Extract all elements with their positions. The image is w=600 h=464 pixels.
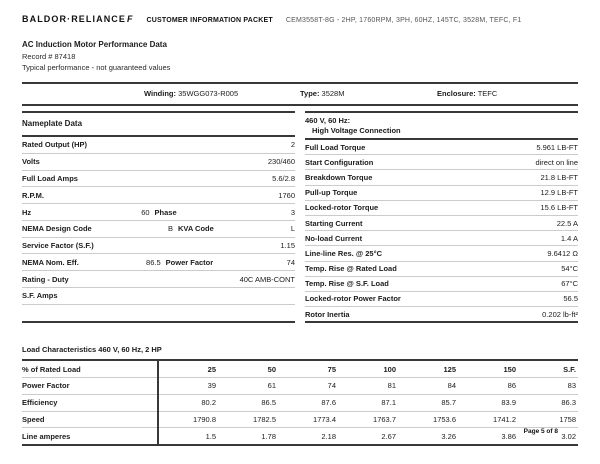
row-label2: Power Factor — [165, 257, 214, 267]
table-row — [22, 378, 578, 395]
table-row — [305, 277, 578, 292]
table-row — [305, 307, 578, 321]
row-label: Locked-rotor Torque — [305, 203, 379, 213]
row-label: Full Load Torque — [305, 142, 366, 152]
row-mid-value: 60 — [141, 207, 150, 217]
row-label: Volts — [22, 157, 40, 167]
cell-value: 1753.6 — [398, 411, 458, 428]
cell-value: 80.2 — [158, 394, 218, 411]
cell-value: 83 — [518, 378, 578, 395]
cell-value: 3.02 — [561, 431, 576, 441]
load-characteristics-title: Load Characteristics 460 V, 60 Hz, 2 HP — [22, 345, 162, 355]
table-row — [305, 246, 578, 261]
row-label: Breakdown Torque — [305, 172, 373, 182]
table-row — [22, 271, 295, 288]
hv-connection-table — [305, 111, 578, 323]
table-row — [22, 137, 295, 154]
header-bar — [22, 14, 578, 24]
table-row — [305, 201, 578, 216]
record-number: Record # 87418 — [22, 51, 76, 61]
row-label2: KVA Code — [177, 224, 214, 234]
load-body — [22, 378, 578, 446]
field-label: Winding: — [144, 89, 177, 98]
table-row — [22, 221, 295, 238]
cell-value: 81 — [338, 378, 398, 395]
column-header-label: % of Rated Load — [22, 360, 158, 377]
cell-value: 61 — [218, 378, 278, 395]
table-row — [22, 187, 295, 204]
table-row — [22, 288, 295, 305]
cell-value: 1.78 — [261, 431, 276, 441]
row-value: 3 — [290, 207, 295, 217]
hv-header-line2: High Voltage Connection — [312, 126, 401, 135]
row-value: L — [290, 224, 296, 234]
cell-value: 87.6 — [278, 394, 338, 411]
logo-f-mark: F — [127, 14, 133, 24]
table-row — [22, 171, 295, 188]
nameplate-table — [22, 111, 295, 323]
row-label: Full Load Amps — [22, 173, 78, 183]
field-value: 3528M — [321, 89, 345, 98]
cell-value: 74 — [278, 378, 338, 395]
row-mid-value: B — [167, 224, 173, 234]
load-header-row — [22, 360, 578, 377]
nameplate-header: Nameplate Data — [22, 113, 295, 137]
row-value: 1.15 — [280, 241, 296, 251]
row-value: 15.6 LB-FT — [540, 203, 578, 213]
row-value: 21.8 LB-FT — [540, 172, 578, 182]
row-value: 67°C — [561, 279, 578, 289]
cell-value: 2.18 — [321, 431, 336, 441]
column-header: 25 — [158, 360, 218, 377]
row-label: Rotor Inertia — [305, 309, 350, 319]
field-label: Enclosure: — [437, 89, 476, 98]
baldor-reliance-logo — [22, 14, 133, 24]
row-label: Rated Output (HP) — [22, 140, 87, 150]
row-value: 1.4 A — [560, 233, 578, 243]
row-value: direct on line — [535, 157, 578, 167]
row-label: Line-line Res. @ 25°C — [305, 248, 382, 258]
hv-header-line1: 460 V, 60 Hz: — [305, 115, 351, 125]
row-value: 40C AMB-CONT — [239, 274, 296, 284]
row-label: Starting Current — [305, 218, 363, 228]
performance-note: Typical performance - not guaranteed values — [22, 62, 171, 72]
column-header: S.F. — [518, 360, 578, 377]
cell-value: 39 — [158, 378, 218, 395]
product-description: CEM3558T-8G - 2HP, 1760RPM, 3PH, 60HZ, 145TC, 3528M, TEFC, F1 — [285, 17, 522, 24]
column-header: 150 — [458, 360, 518, 377]
field-value: TEFC — [477, 89, 498, 98]
row-value: 0.202 lb-ft² — [542, 309, 578, 319]
cell-value: 3.26 — [441, 431, 456, 441]
winding-field-1 — [300, 89, 437, 98]
cell-value: 1741.2 — [458, 411, 518, 428]
row-value: 12.9 LB-FT — [540, 188, 578, 198]
cell-value: 1.5 — [205, 431, 216, 441]
table-row — [305, 170, 578, 185]
row-label: Start Configuration — [305, 157, 374, 167]
column-header: 75 — [278, 360, 338, 377]
row-value: 22.5 A — [556, 218, 578, 228]
cell-value: 86.3 — [518, 394, 578, 411]
table-row — [305, 155, 578, 170]
cell-value: 1763.7 — [338, 411, 398, 428]
table-row — [22, 204, 295, 221]
winding-bar — [22, 82, 578, 106]
cell-value: 3.86 — [501, 431, 516, 441]
cell-value: 84 — [398, 378, 458, 395]
hv-rows — [305, 140, 578, 321]
row-value: 2 — [290, 140, 295, 150]
table-spacer — [22, 305, 295, 313]
row-label: Service Factor (S.F.) — [22, 241, 94, 251]
row-value: 5.6/2.8 — [272, 173, 296, 183]
table-row — [305, 186, 578, 201]
row-value: 9.6412 Ω — [547, 248, 578, 258]
table-row — [305, 216, 578, 231]
column-header: 100 — [338, 360, 398, 377]
row-label: No-load Current — [305, 233, 363, 243]
field-label: Type: — [300, 89, 320, 98]
column-header: 125 — [398, 360, 458, 377]
table-row — [305, 262, 578, 277]
field-value: 35WGG073-R005 — [178, 89, 239, 98]
cell-value: 1782.5 — [218, 411, 278, 428]
row-label: NEMA Design Code — [22, 224, 92, 234]
load-characteristics-table — [22, 359, 578, 446]
table-row — [22, 394, 578, 411]
data-columns — [22, 111, 578, 323]
cell-value: 1773.4 — [278, 411, 338, 428]
cell-value: 87.1 — [338, 394, 398, 411]
row-label2: Phase — [154, 207, 177, 217]
row-label: Line amperes — [22, 428, 158, 445]
row-label: NEMA Nom. Eff. — [22, 257, 79, 267]
row-label: R.P.M. — [22, 190, 44, 200]
column-header: 50 — [218, 360, 278, 377]
table-row — [22, 428, 578, 445]
row-label: Rating - Duty — [22, 274, 69, 284]
row-value: 74 — [286, 257, 296, 267]
cell-value: 1758 — [518, 411, 578, 428]
cell-value: 86.5 — [218, 394, 278, 411]
cell-value: 83.9 — [458, 394, 518, 411]
row-value: 230/460 — [267, 157, 295, 167]
row-label: Hz — [22, 207, 32, 217]
row-label: S.F. Amps — [22, 291, 58, 301]
row-value: 56.5 — [563, 294, 578, 304]
nameplate-rows — [22, 137, 295, 305]
row-value: 54°C — [561, 264, 578, 274]
cell-value: 86 — [458, 378, 518, 395]
row-label: Temp. Rise @ S.F. Load — [305, 279, 389, 289]
cell-value: 2.67 — [381, 431, 396, 441]
packet-title: CUSTOMER INFORMATION PACKET — [146, 17, 273, 24]
table-row — [22, 254, 295, 271]
row-label: Locked-rotor Power Factor — [305, 294, 401, 304]
row-value: 5.961 LB-FT — [536, 142, 578, 152]
page-number: Page 5 of 8 — [523, 428, 558, 435]
winding-field-2 — [437, 89, 578, 98]
row-label: Temp. Rise @ Rated Load — [305, 264, 397, 274]
row-value: 1760 — [278, 190, 296, 200]
page-title: AC Induction Motor Performance Data — [22, 40, 167, 49]
logo-text: BALDOR·RELIANCE — [22, 14, 126, 24]
cell-value: 1790.8 — [158, 411, 218, 428]
table-row — [22, 154, 295, 171]
document-meta — [22, 40, 578, 72]
hv-connection-header — [305, 113, 578, 140]
table-row — [22, 238, 295, 255]
table-row — [305, 140, 578, 155]
row-label: Speed — [22, 411, 158, 428]
row-mid-value: 86.5 — [146, 257, 161, 267]
row-label: Efficiency — [22, 394, 158, 411]
table-row — [305, 292, 578, 307]
row-label: Pull-up Torque — [305, 188, 358, 198]
row-label: Power Factor — [22, 378, 158, 395]
winding-field-0 — [22, 89, 300, 98]
table-row — [305, 231, 578, 246]
table-row — [22, 411, 578, 428]
cell-value: 85.7 — [398, 394, 458, 411]
